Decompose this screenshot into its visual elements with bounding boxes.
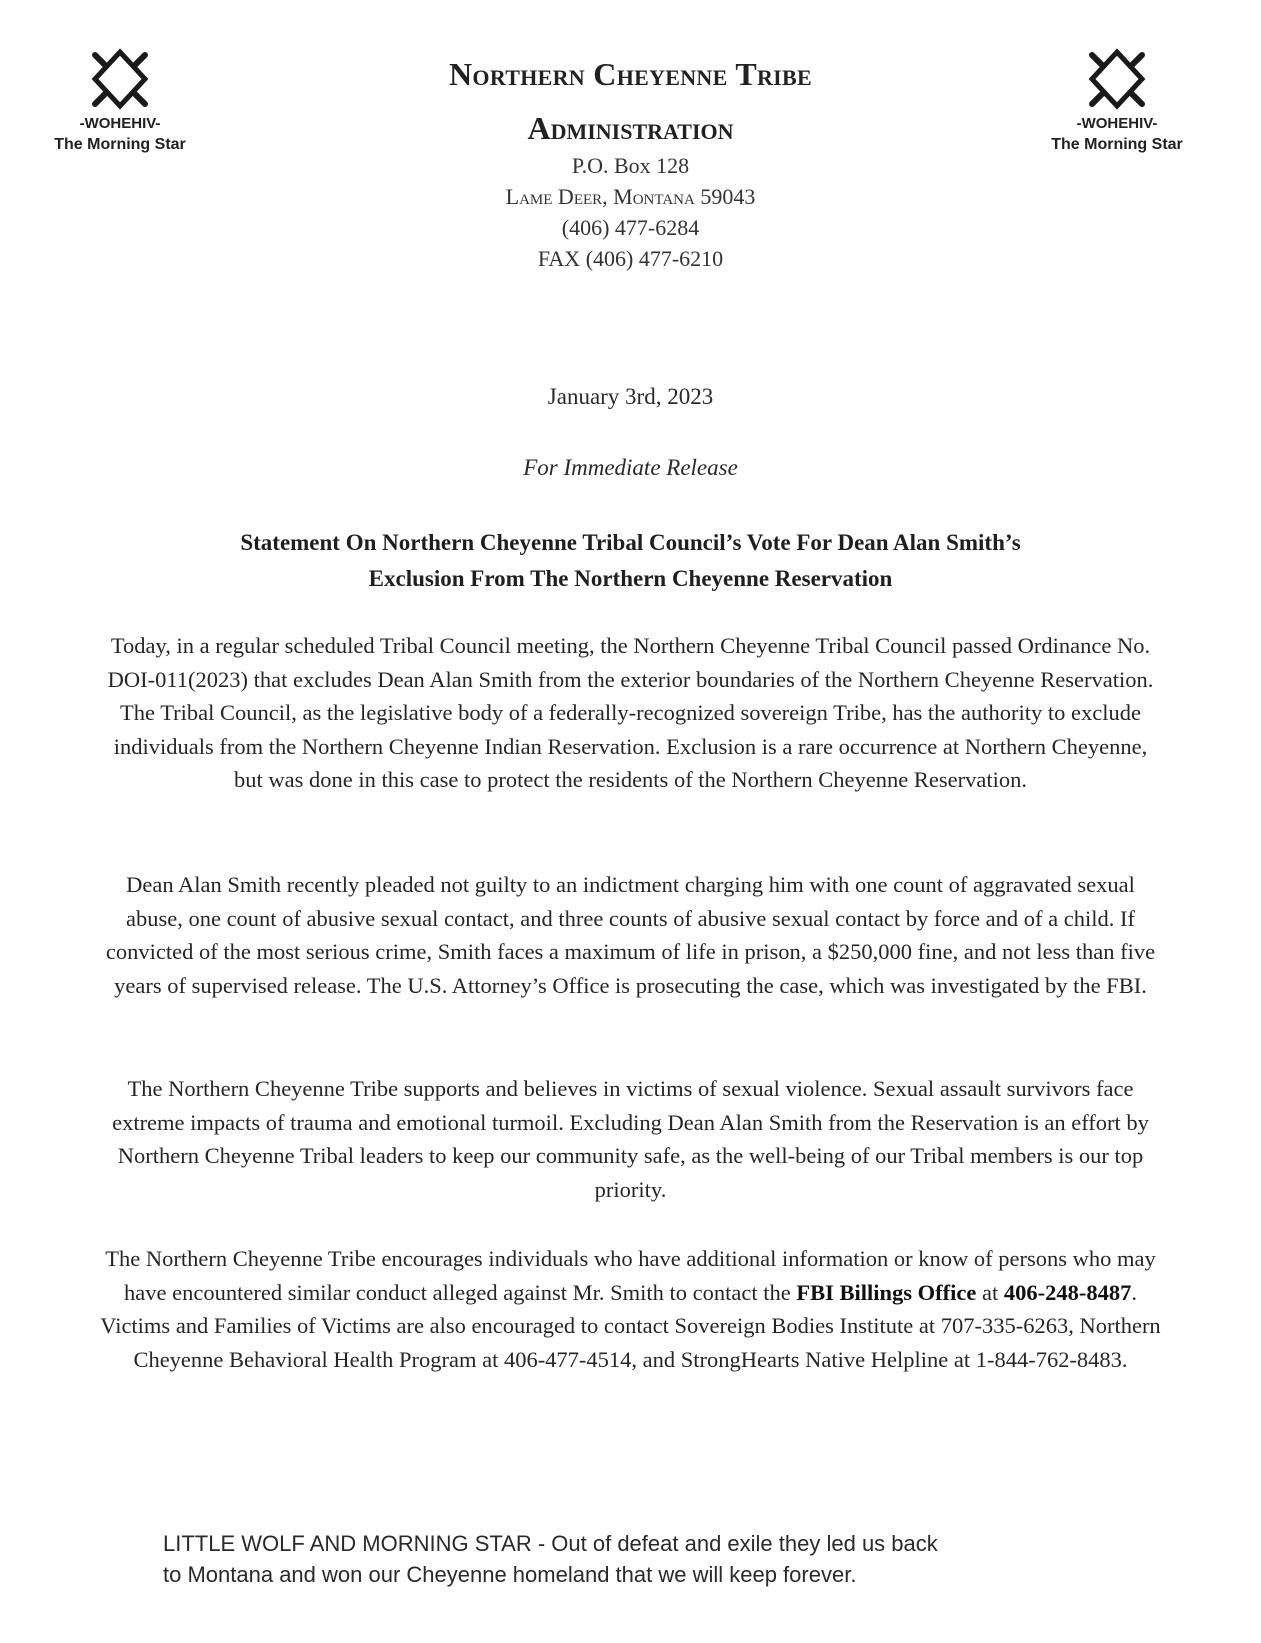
paragraph-ordinance: Today, in a regular scheduled Tribal Council meeting, the Northern Cheyenne Tribal Council passed Ordinance No. DOI-011(2023) that excludes Dean Alan Smith from the exterior boundaries of the Northern Cheyenne Reservation. The Tribal Council, as the legislative body of a federally-recognized sovereign Tribe, has the authority to exclude individuals from the Northern Cheyenne Indian Reservation. Exclusion is a rare occurrence at Northern Cheyenne, but was done in this case to protect the residents of the Northern Cheyenne Reservation. <box>107 633 1154 792</box>
contacts-intro: The Northern Cheyenne Tribe encourages individuals who have additional information or know of persons who may have encountered similar conduct alleged against Mr. Smith to contact the <box>105 1246 1156 1305</box>
fax-number: FAX (406) 477-6210 <box>537 246 724 271</box>
po-box: P.O. Box 128 <box>571 153 690 178</box>
motto-line-1: LITTLE WOLF AND MORNING STAR - Out of defeat and exile they led us back <box>163 1531 938 1556</box>
city-state-zip: Lame Deer, Montana 59043 <box>505 184 756 209</box>
headline-line-1: Statement On Northern Cheyenne Tribal Council’s Vote For Dean Alan Smith’s <box>240 530 1021 555</box>
contacts-rest: . Victims and Families of Victims are also encouraged to contact Sovereign Bodies Institute at 707-335-6263, Northern Cheyenne Behavioral Health Program at 406-477-4514, and StrongHearts Native Helpline at 1-844-762-8483. <box>100 1279 1161 1372</box>
release-type: For Immediate Release <box>523 455 738 480</box>
paragraph-support: The Northern Cheyenne Tribe supports and believes in victims of sexual violence. Sexual assault survivors face extreme impacts of trauma and emotional turmoil. Excluding Dean Alan Smith from the Reservation is an effort by Northern Cheyenne Tribal leaders to keep our community safe, as the well-being of our Tribal members is our top priority. <box>112 1076 1149 1202</box>
footer-motto <box>163 1528 1123 1590</box>
letterhead <box>0 52 1261 274</box>
logo-subtitle: The Morning Star <box>54 136 186 153</box>
headline-line-2: Exclusion From The Northern Cheyenne Reservation <box>368 566 893 591</box>
logo-subtitle: The Morning Star <box>1051 136 1183 153</box>
release-date: January 3rd, 2023 <box>547 384 714 409</box>
logo-name: -WOHEHIV- <box>1076 115 1158 132</box>
fbi-phone: 406-248-8487 <box>1003 1279 1132 1305</box>
paragraph-contacts <box>100 1242 1161 1376</box>
statement-headline <box>100 525 1161 597</box>
logo-name: -WOHEHIV- <box>79 115 161 132</box>
org-name: Northern Cheyenne Tribe <box>449 56 812 92</box>
fbi-office-name: FBI Billings Office <box>796 1279 977 1305</box>
phone-number: (406) 477-6284 <box>561 215 700 240</box>
org-department: Administration <box>527 110 734 146</box>
contacts-at: at <box>976 1279 1004 1305</box>
paragraph-indictment: Dean Alan Smith recently pleaded not guilty to an indictment charging him with one count of aggravated sexual abuse, one count of abusive sexual contact, and three counts of abusive sexual contact by force and of a child. If convicted of the most serious crime, Smith faces a maximum of life in prison, a $250,000 fine, and not less than five years of supervised release. The U.S. Attorney’s Office is prosecuting the case, which was investigated by the FBI. <box>105 872 1156 998</box>
motto-line-2: to Montana and won our Cheyenne homeland that we will keep forever. <box>163 1562 857 1587</box>
